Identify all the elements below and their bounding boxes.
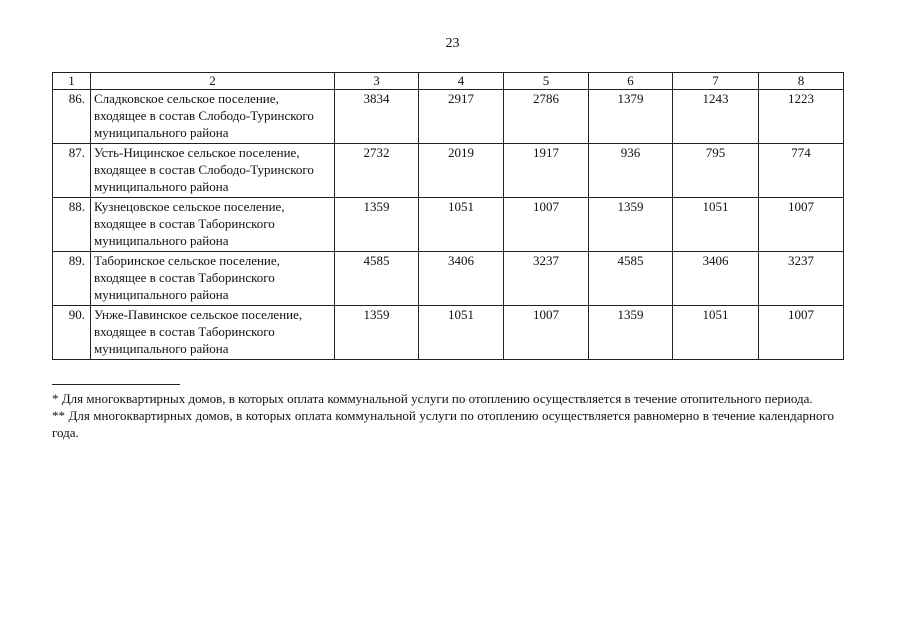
table-cell: 3406: [419, 252, 504, 306]
table-cell: 2917: [419, 90, 504, 144]
column-header: 5: [504, 73, 589, 90]
table-row: [53, 90, 844, 144]
column-header: 4: [419, 73, 504, 90]
row-number: 86.: [53, 90, 91, 144]
settlement-name: Унже-Павинское сельское поселение, входящее в состав Таборинского муниципального района: [91, 306, 335, 360]
table-cell: 936: [589, 144, 673, 198]
row-number: 89.: [53, 252, 91, 306]
column-header: 8: [759, 73, 844, 90]
footnote-calendar-year: ** Для многоквартирных домов, в которых оплата коммунальной услуги по отоплению осуществляется равномерно в течение календарного года.: [52, 408, 834, 440]
table-cell: 1359: [335, 198, 419, 252]
table-cell: 4585: [335, 252, 419, 306]
table-cell: 1051: [673, 198, 759, 252]
table-cell: 774: [759, 144, 844, 198]
table-cell: 3834: [335, 90, 419, 144]
row-number: 90.: [53, 306, 91, 360]
table-header-row: [53, 73, 844, 90]
footnote-heating-period: * Для многоквартирных домов, в которых оплата коммунальной услуги по отоплению осуществляется в течение отопительного периода.: [52, 391, 813, 406]
table-cell: 3237: [759, 252, 844, 306]
table-cell: 2786: [504, 90, 589, 144]
table-cell: 1359: [589, 306, 673, 360]
footnote-divider: [52, 384, 180, 385]
column-header: 7: [673, 73, 759, 90]
table-cell: 1223: [759, 90, 844, 144]
table-cell: 2019: [419, 144, 504, 198]
settlement-name: Таборинское сельское поселение, входящее в состав Таборинского муниципального района: [91, 252, 335, 306]
table-cell: 3237: [504, 252, 589, 306]
column-header: 1: [53, 73, 91, 90]
table-cell: 3406: [673, 252, 759, 306]
table-cell: 795: [673, 144, 759, 198]
table-cell: 1243: [673, 90, 759, 144]
table-cell: 1359: [589, 198, 673, 252]
table-cell: 1051: [419, 306, 504, 360]
table-row: [53, 198, 844, 252]
table-cell: 1379: [589, 90, 673, 144]
settlement-name: Кузнецовское сельское поселение, входящее в состав Таборинского муниципального района: [91, 198, 335, 252]
row-number: 88.: [53, 198, 91, 252]
table-cell: 1007: [504, 306, 589, 360]
table-row: [53, 306, 844, 360]
table-cell: 1007: [504, 198, 589, 252]
table-cell: 1917: [504, 144, 589, 198]
table-row: [53, 144, 844, 198]
table-cell: 1051: [419, 198, 504, 252]
table-cell: 1051: [673, 306, 759, 360]
table-row: [53, 252, 844, 306]
footnotes: [52, 390, 834, 441]
column-header: 2: [91, 73, 335, 90]
settlement-name: Сладковское сельское поселение, входящее в состав Слободо-Туринского муниципального района: [91, 90, 335, 144]
column-header: 3: [335, 73, 419, 90]
tariff-table: [52, 72, 844, 360]
column-header: 6: [589, 73, 673, 90]
table-cell: 2732: [335, 144, 419, 198]
page-number: 23: [445, 36, 460, 51]
table-cell: 1359: [335, 306, 419, 360]
settlement-name: Усть-Ницинское сельское поселение, входящее в состав Слободо-Туринского муниципального района: [91, 144, 335, 198]
table-cell: 4585: [589, 252, 673, 306]
table-cell: 1007: [759, 306, 844, 360]
row-number: 87.: [53, 144, 91, 198]
table-cell: 1007: [759, 198, 844, 252]
